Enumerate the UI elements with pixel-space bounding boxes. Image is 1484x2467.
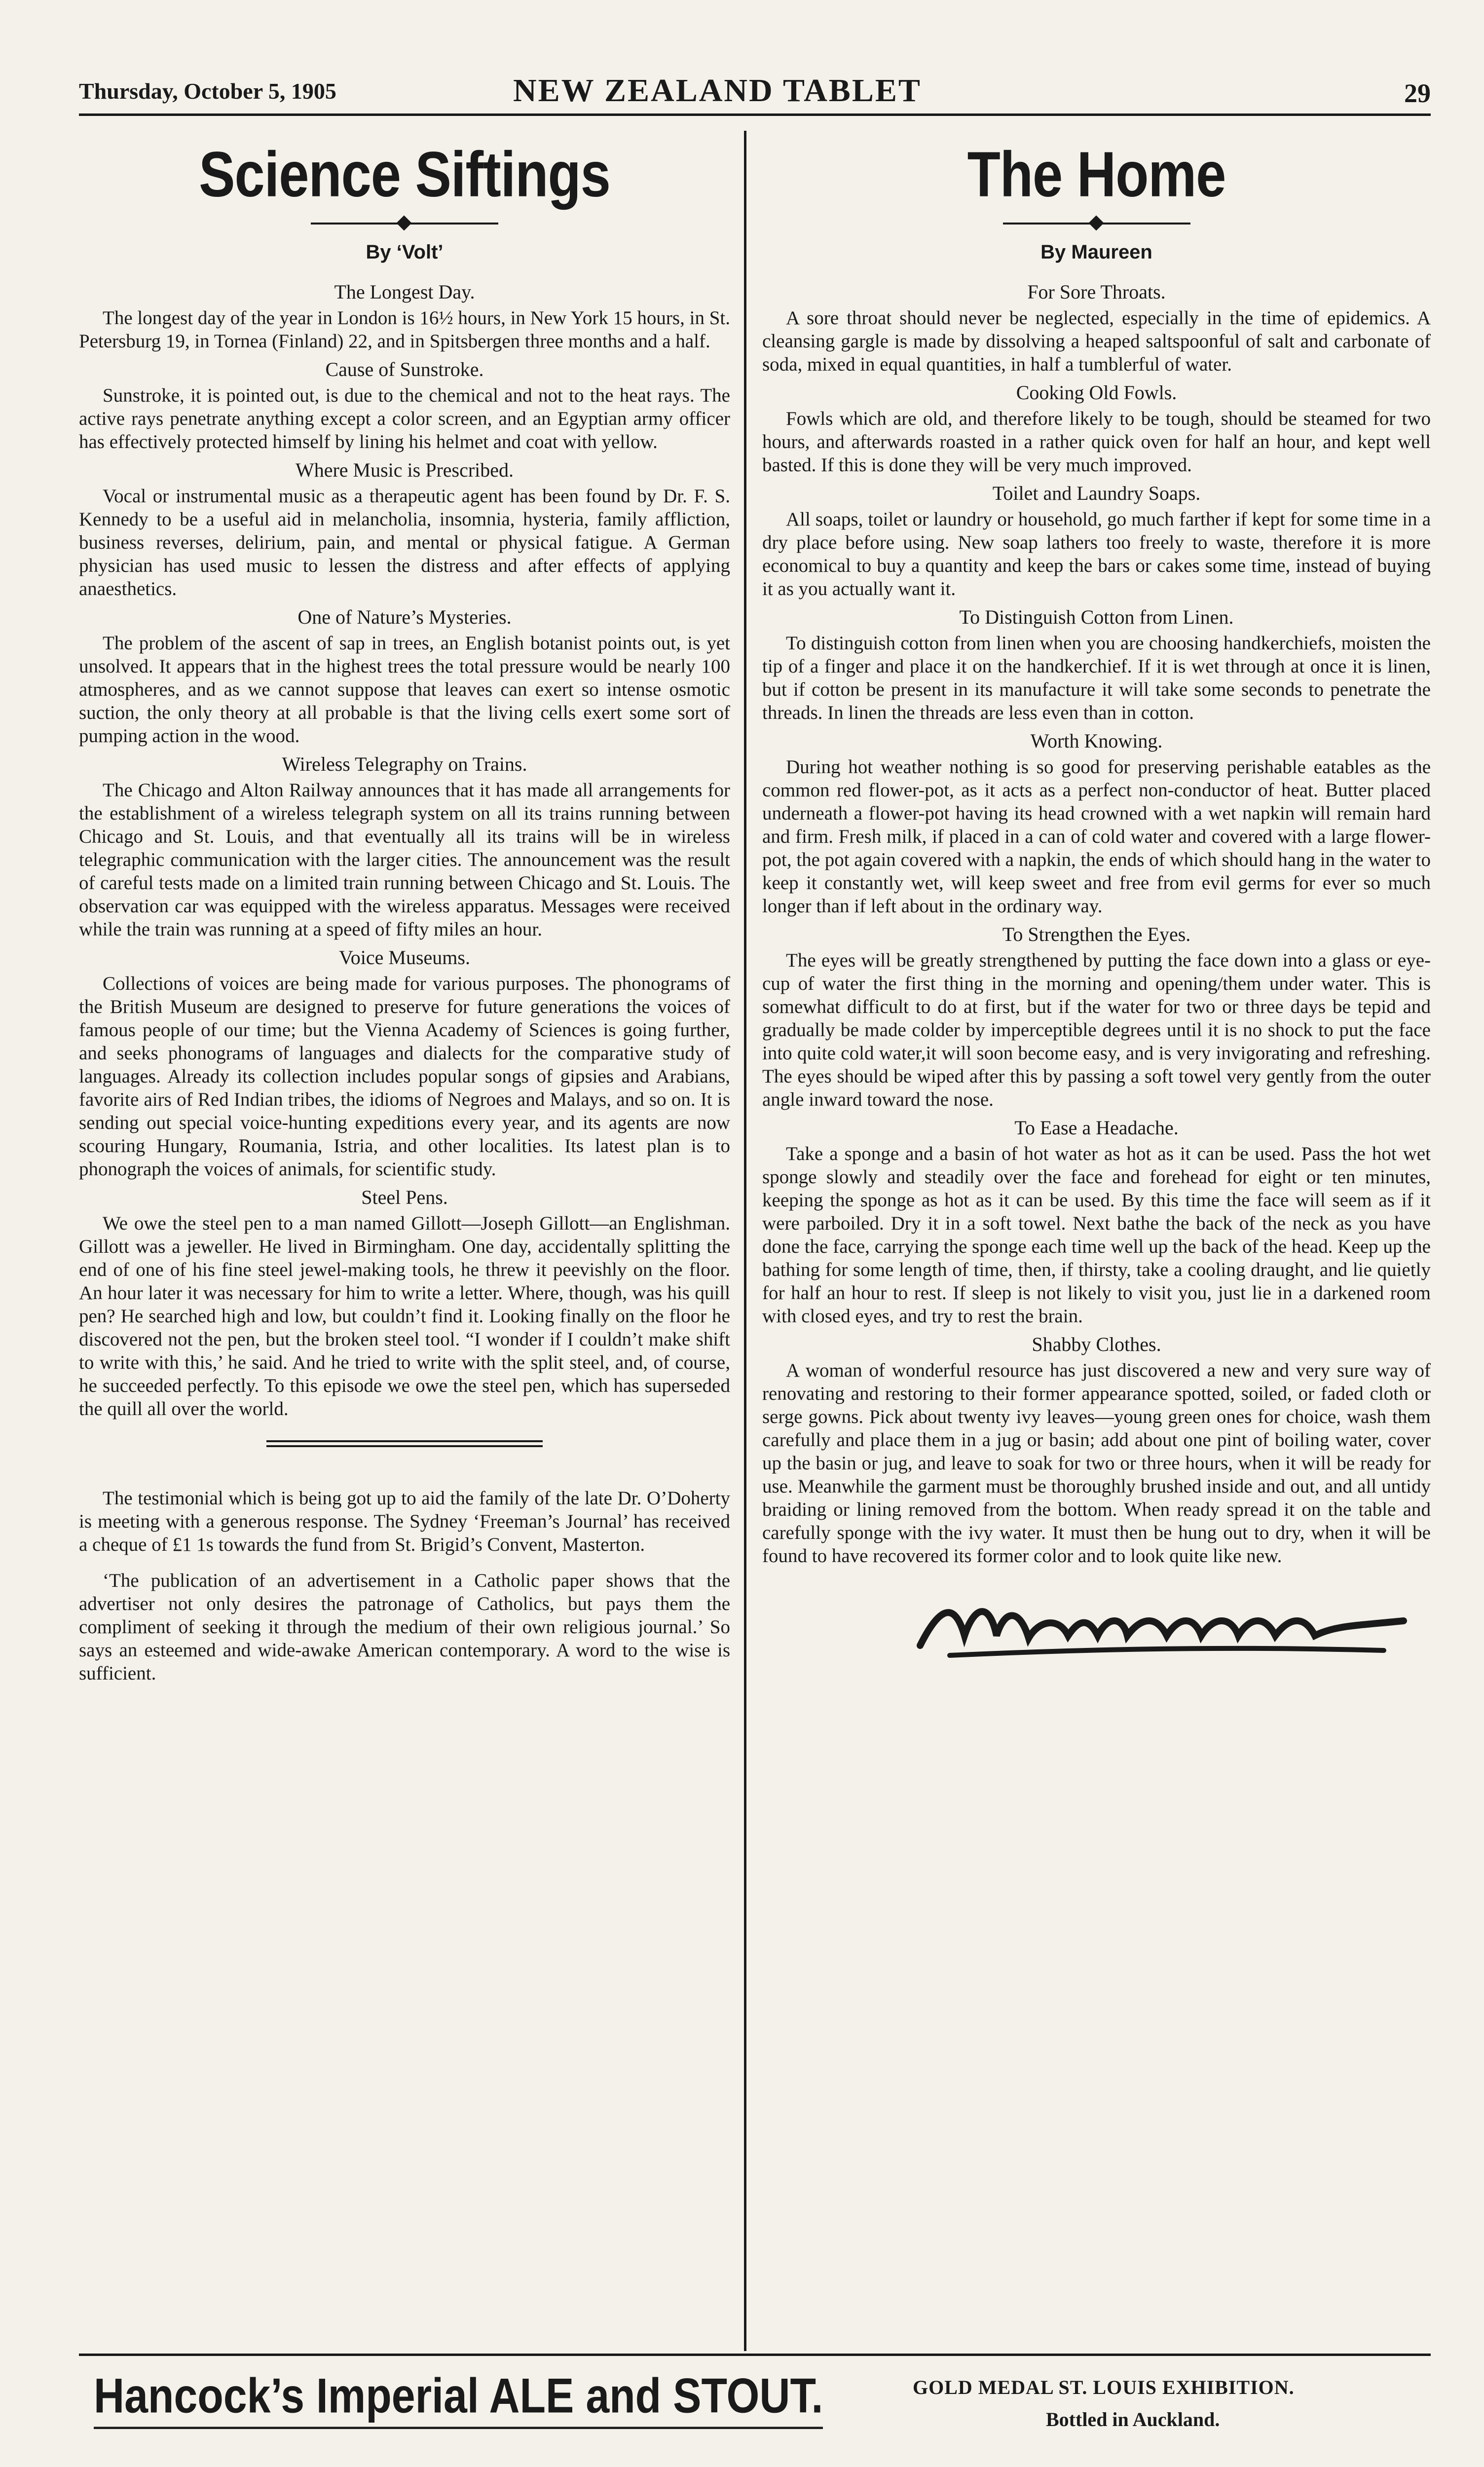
double-rule — [266, 1440, 543, 1447]
newspaper-title: NEW ZEALAND TABLET — [513, 73, 922, 109]
masthead — [79, 74, 1431, 116]
article-heading: Where Music is Prescribed. — [295, 459, 514, 481]
ornament-divider — [1003, 216, 1190, 230]
issue-date: Thursday, October 5, 1905 — [79, 78, 336, 104]
page-number: 29 — [1404, 78, 1431, 108]
science-siftings-column — [79, 128, 730, 1685]
article-heading: To Strengthen the Eyes. — [1002, 923, 1191, 945]
article-body: Sunstroke, it is pointed out, is due to the chemical and not to the heat rays. The active rays penetrate anything except a color screen, and an Egyptian army officer has effectively protected himself by lining his helmet and coat with yellow. — [79, 385, 730, 452]
maureen-signature-image — [910, 1586, 1413, 1665]
article-body: We owe the steel pen to a man named Gillott—Joseph Gillott—an Englishman. Gillott was a jeweller. He lived in Birmingham. One day, accidentally splitting the end of one of his fine steel jewel-making tools, he threw it peevishly on the floor. An hour later it was necessary for him to write a letter. Where, though, was his quill pen? He searched high and low, but couldn’t find it. Looking finally on the floor he discovered not the pen, but the broken steel tool. “I wonder if I couldn’t make shift to write with this,’ he said. And he tried to write with the split steel, and, of course, he succeeded perfectly. To this episode we owe the steel pen, which has superseded the quill all over the world. — [79, 1213, 730, 1420]
advertisement-line: Bottled in Auckland. — [1046, 2408, 1220, 2430]
article-body: Vocal or instrumental music as a therapeutic agent has been found by Dr. F. S. Kennedy to be a useful aid in melancholia, insomnia, hysteria, family affliction, business reverses, delirium, pain, and mental or physical fatigue. A German physician has used music to lessen the distress and after effects of applying anaesthetics. — [79, 486, 730, 599]
article-heading: Shabby Clothes. — [1032, 1333, 1161, 1355]
article-body: During hot weather nothing is so good for preserving perishable eatables as the common red flower-pot, as it acts as a perfect non-conductor of heat. Butter placed underneath a flower-pot having its head crowned with a wet napkin will remain hard and firm. Fresh milk, if placed in a can of cold water and covered with a large flower-pot, the pot again covered with a napkin, the ends of which should hang in the water to keep it constantly wet, will keep sweet and free from evil germs for ever so much longer than if left about in the ordinary way. — [762, 756, 1431, 917]
article-body: To distinguish cotton from linen when you are choosing handkerchiefs, moisten the tip of a finger and place it on the handkerchief. If it is wet through at once it is linen, but if cotton be present in its manufacture it will take some seconds to penetrate the threads. In linen the threads are less even than in cotton. — [762, 633, 1431, 723]
note-paragraph: The testimonial which is being got up to aid the family of the late Dr. O’Doherty is meeting with a generous response. The Sydney ‘Freeman’s Journal’ has received a cheque of £1 1s towards the fund from St. Brigid’s Convent, Masterton. — [79, 1488, 730, 1555]
article-heading: One of Nature’s Mysteries. — [297, 606, 512, 628]
article-body: A sore throat should never be neglected, especially in the time of epidemics. A cleansing gargle is made by dissolving a heaped saltspoonful of salt and carbonate of soda, mixed in equal quantities, in half a tumblerful of water. — [762, 307, 1431, 375]
the-home-column — [762, 128, 1431, 1668]
article-heading: Voice Museums. — [339, 946, 470, 969]
article-body: The longest day of the year in London is 16½ hours, in New York 15 hours, in St. Petersburg 19, in Tornea (Finland) 22, and in Spitsbergen three months and a half. — [79, 307, 730, 352]
article-heading: Cooking Old Fowls. — [1016, 381, 1177, 404]
column-divider — [744, 131, 746, 2351]
footer-rule — [79, 2354, 1431, 2356]
article-body: A woman of wonderful resource has just discovered a new and very sure way of renovating and restoring to their former appearance spotted, soiled, or faded cloth or serge gowns. Pick about twenty ivy leaves—young green ones for choice, wash them carefully and place them in a jug or basin; add about one pint of boiling water, cover up the basin or jug, and leave to soak for two or three hours, when it will be ready for use. Meanwhile the garment must be thoroughly brushed inside and out, and all untidy braiding or lining removed from the bottom. When ready spread it on the table and carefully sponge with the ivy water. It must then be hung out to dry, when it will be found to have recovered its former color and to look quite like new. — [762, 1360, 1431, 1567]
article-heading: To Distinguish Cotton from Linen. — [959, 606, 1234, 628]
note-paragraph: ‘The publication of an advertisement in a Catholic paper shows that the advertiser not only desires the patronage of Catholics, but pays them the compliment of seeking it through the medium of their own religious journal.’ So says an esteemed and wide-awake American contemporary. A word to the wise is sufficient. — [79, 1570, 730, 1684]
hancock-advertisement: Hancock’s Imperial ALE and STOUT. — [94, 2368, 823, 2429]
article-body: Take a sponge and a basin of hot water as hot as it can be used. Pass the hot wet sponge slowly and steadily over the face and forehead for eight or ten minutes, keeping the sponge as hot as it can be used. By this time the face will seem as if it were parboiled. Dry it in a soft towel. Next bathe the back of the neck as you have done the face, carrying the sponge each time well up the back of the head. Keep up the bathing for some length of time, then, if thirsty, take a cooling draught, and lie quietly for half an hour to rest. If sleep is not likely to visit you, just lie in a darkened room with closed eyes, and try to rest the brain. — [762, 1143, 1431, 1327]
article-heading: Cause of Sunstroke. — [325, 358, 484, 380]
article-heading: Worth Knowing. — [1030, 730, 1163, 752]
article-body: Fowls which are old, and therefore likely to be tough, should be steamed for two hours, and afterwards roasted in a rather quick oven for half an hour, and kept well basted. If this is done they will be very much improved. — [762, 408, 1431, 476]
article-body: Collections of voices are being made for various purposes. The phonograms of the British Museum are designed to preserve for future generations the voices of famous people of our time; but the Vienna Academy of Sciences is going further, and seeks phonograms of languages and dialects for the comparative study of languages. Already its collection includes popular songs of gipsies and Arabians, favorite airs of Red Indian tribes, the idioms of Negroes and Malays, and so on. It is sending out special voice-hunting expeditions every year, and its agents are now scouring Hungary, Roumania, Istria, and other localities. Its latest plan is to phonograph the voices of animals, for scientific study. — [79, 973, 730, 1180]
article-body: The eyes will be greatly strengthened by putting the face down into a glass or eye-cup of water the first thing in the morning and opening/them under water. This is somewhat difficult to do at first, but if the water for two or three days be tepid and gradually be made colder by imperceptible degrees until it is no shock to put the face into quite cold water,it will soon become easy, and is very invigorating and refreshing. The eyes should be wiped after this by passing a soft towel very gently from the outer angle inward toward the nose. — [762, 950, 1431, 1110]
article-heading: To Ease a Headache. — [1014, 1117, 1179, 1139]
article-heading: For Sore Throats. — [1027, 281, 1166, 303]
advertisement-line: GOLD MEDAL ST. LOUIS EXHIBITION. — [913, 2376, 1295, 2398]
ornament-divider — [311, 216, 498, 230]
article-body: All soaps, toilet or laundry or household, go much farther if kept for some time in a dry place before using. New soap lathers too freely to waste, therefore it is more economical to buy a quantity and keep the bars or cakes some time, instead of buying it as you actually want it. — [762, 509, 1431, 599]
article-heading: Toilet and Laundry Soaps. — [992, 482, 1201, 504]
article-heading: Wireless Telegraphy on Trains. — [282, 753, 527, 775]
article-body: The Chicago and Alton Railway announces that it has made all arrangements for the establishment of a wireless telegraph system on all its trains running between Chicago and St. Louis, and that eventually all its trains will be in wireless telegraphic communication with the larger cities. The announcement was the result of careful tests made on a limited train running between Chicago and St. Louis. The observation car was equipped with the wireless apparatus. Messages were received while the train was running at a speed of fifty miles an hour. — [79, 780, 730, 940]
section-title: Science Siftings — [199, 138, 610, 211]
article-heading: Steel Pens. — [361, 1186, 448, 1208]
byline: By ‘Volt’ — [366, 241, 444, 263]
section-title: The Home — [967, 138, 1226, 211]
byline: By Maureen — [1040, 241, 1152, 263]
article-body: The problem of the ascent of sap in trees, an English botanist points out, is yet unsolved. It appears that in the highest trees the total pressure would be nearly 100 atmospheres, and as we cannot suppose that leaves can exert so intense osmotic suction, the only theory at all probable is that the living cells exert some sort of pumping action in the wood. — [79, 633, 730, 747]
article-heading: The Longest Day. — [334, 281, 475, 303]
